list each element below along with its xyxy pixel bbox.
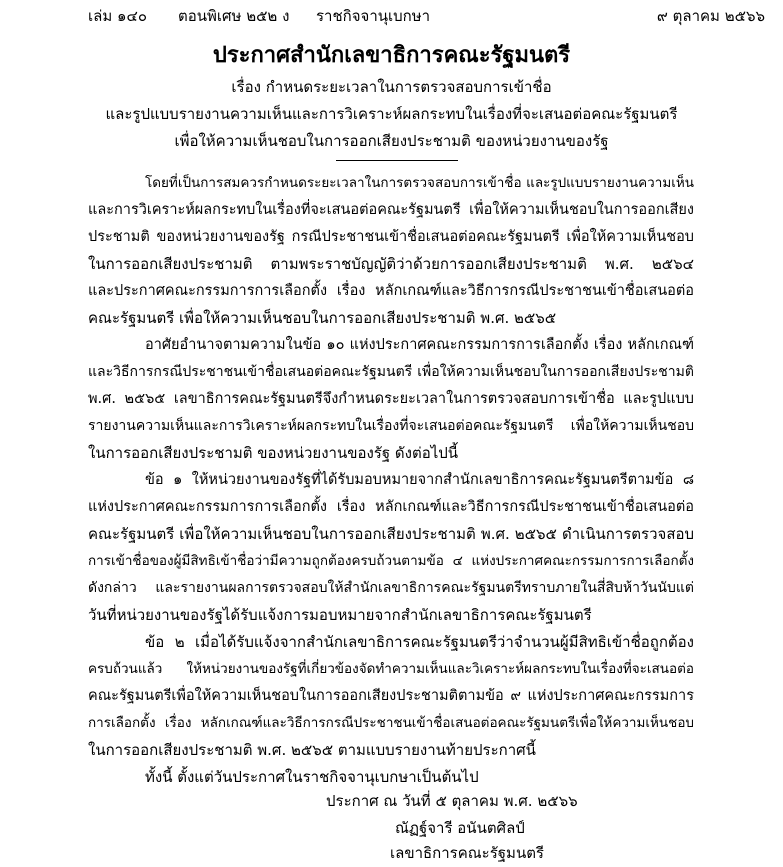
body-line: แห่งประกาศคณะกรรมการการเลือกตั้ง เรื่อง หลักเกณฑ์และวิธีการกรณีประชาชนเข้าชื่อเสนอต่อ xyxy=(88,499,694,515)
special-issue-number: ตอนพิเศษ ๒๕๒ ง xyxy=(178,7,290,25)
body-line: ดังกล่าว และรายงานผลการตรวจสอบให้สำนักเลขาธิการคณะรัฐมนตรีทราบภายในสี่สิบห้าวันนับแต่ xyxy=(88,580,694,596)
subject-line: เรื่อง กำหนดระยะเวลาในการตรวจสอบการเข้าชื่อ xyxy=(231,78,552,96)
signatory-position: เลขาธิการคณะรัฐมนตรี xyxy=(390,844,544,862)
body-line: ข้อ ๑ ให้หน่วยงานของรัฐที่ได้รับมอบหมายจากสำนักเลขาธิการคณะรัฐมนตรีตามข้อ ๘ xyxy=(145,472,694,488)
body-line: การเข้าชื่อของผู้มีสิทธิเข้าชื่อว่ามีความถูกต้องครบถ้วนตามข้อ ๔ แห่งประกาศคณะกรรมการการเลือกตั้ง xyxy=(88,553,694,569)
body-line: รายงานความเห็นและการวิเคราะห์ผลกระทบในเรื่องที่จะเสนอต่อคณะรัฐมนตรี เพื่อให้ความเห็นชอบ xyxy=(88,418,694,434)
body-line: คณะรัฐมนตรี เพื่อให้ความเห็นชอบในการออกเสียงประชามติ พ.ศ. ๒๕๖๕ ดำเนินการตรวจสอบ xyxy=(88,525,694,543)
body-line: พ.ศ. ๒๕๖๕ เลขาธิการคณะรัฐมนตรีจึงกำหนดระยะเวลาในการตรวจสอบการเข้าชื่อ และรูปแบบ xyxy=(88,391,694,407)
body-line: คณะรัฐมนตรีเพื่อให้ความเห็นชอบในการออกเสียงประชามติตามข้อ ๙ แห่งประกาศคณะกรรมการ xyxy=(88,688,694,704)
body-line: วันที่หน่วยงานของรัฐได้รับแจ้งการมอบหมายจากสำนักเลขาธิการคณะรัฐมนตรี xyxy=(88,606,592,624)
body-line: ในการออกเสียงประชามติ พ.ศ. ๒๕๖๕ ตามแบบรายงานท้ายประกาศนี้ xyxy=(88,741,536,759)
body-line: ประชามติ ของหน่วยงานของรัฐ กรณีประชาชนเข้าชื่อเสนอต่อคณะรัฐมนตรี เพื่อให้ความเห็นชอบ xyxy=(88,229,694,245)
gazette-name: ราชกิจจานุเบกษา xyxy=(316,7,431,25)
document-body xyxy=(88,170,694,791)
body-line: และการวิเคราะห์ผลกระทบในเรื่องที่จะเสนอต่อคณะรัฐมนตรี เพื่อให้ความเห็นชอบในการออกเสียง xyxy=(88,202,694,218)
body-line: ครบถ้วนแล้ว ให้หน่วยงานของรัฐที่เกี่ยวข้องจัดทำความเห็นและวิเคราะห์ผลกระทบในเรื่องที่จะเสนอต่อ xyxy=(88,661,694,677)
body-line: ในการออกเสียงประชามติ ตามพระราชบัญญัติว่าด้วยการออกเสียงประชามติ พ.ศ. ๒๕๖๔ xyxy=(88,255,694,273)
announcement-date: ประกาศ ณ วันที่ ๕ ตุลาคม พ.ศ. ๒๕๖๖ xyxy=(326,792,578,810)
body-line: การเลือกตั้ง เรื่อง หลักเกณฑ์และวิธีการกรณีประชาชนเข้าชื่อเสนอต่อคณะรัฐมนตรีเพื่อให้ความเห็นชอบ xyxy=(88,715,694,731)
gazette-header xyxy=(88,4,765,28)
body-line: ข้อ ๒ เมื่อได้รับแจ้งจากสำนักเลขาธิการคณะรัฐมนตรีว่าจำนวนผู้มีสิทธิเข้าชื่อถูกต้อง xyxy=(145,633,694,651)
document-subject xyxy=(0,74,783,155)
body-line: ทั้งนี้ ตั้งแต่วันประกาศในราชกิจจานุเบกษาเป็นต้นไป xyxy=(145,768,479,786)
publication-date: ๙ ตุลาคม ๒๕๖๖ xyxy=(656,7,765,25)
body-line: และวิธีการกรณีประชาชนเข้าชื่อเสนอต่อคณะรัฐมนตรี เพื่อให้ความเห็นชอบในการออกเสียงประชามติ xyxy=(88,364,694,380)
body-line: และประกาศคณะกรรมการการเลือกตั้ง เรื่อง หลักเกณฑ์และวิธีการกรณีประชาชนเข้าชื่อเสนอต่อ xyxy=(88,283,694,299)
subject-line: และรูปแบบรายงานความเห็นและการวิเคราะห์ผลกระทบในเรื่องที่จะเสนอต่อคณะรัฐมนตรี xyxy=(105,105,678,123)
body-line: คณะรัฐมนตรี เพื่อให้ความเห็นชอบในการออกเสียงประชามติ พ.ศ. ๒๕๖๕ xyxy=(88,309,557,327)
body-line: โดยที่เป็นการสมควรกำหนดระยะเวลาในการตรวจสอบการเข้าชื่อ และรูปแบบรายงานความเห็น xyxy=(145,175,694,191)
body-line: ในการออกเสียงประชามติ ของหน่วยงานของรัฐ ดังต่อไปนี้ xyxy=(88,444,459,462)
document-title: ประกาศสำนักเลขาธิการคณะรัฐมนตรี xyxy=(212,42,571,68)
body-line: อาศัยอำนาจตามความในข้อ ๑๐ แห่งประกาศคณะกรรมการการเลือกตั้ง เรื่อง หลักเกณฑ์ xyxy=(145,337,694,353)
signatory-name: ณัฏฐ์จารี อนันตศิลป์ xyxy=(395,819,525,837)
volume-number: เล่ม ๑๔๐ xyxy=(88,7,148,25)
title-divider xyxy=(336,160,458,161)
subject-line: เพื่อให้ความเห็นชอบในการออกเสียงประชามติ ของหน่วยงานของรัฐ xyxy=(174,132,609,150)
